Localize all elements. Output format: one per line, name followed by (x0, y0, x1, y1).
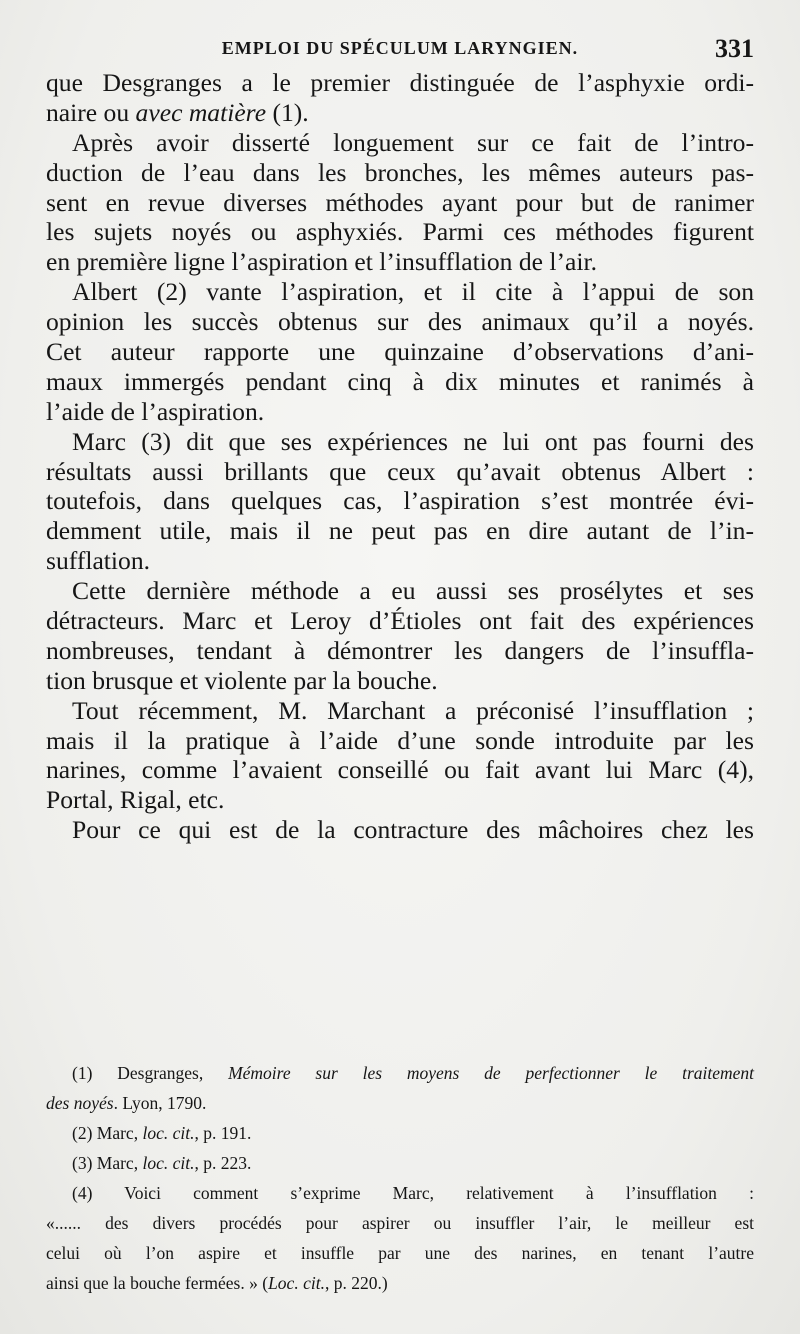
text-line: duction de l’eau dans les bronches, les mêmes auteurs pas- (46, 157, 754, 187)
italic-span: Loc. cit. (268, 1273, 325, 1293)
text-line: sent en revue diverses méthodes ayant pour but de ranimer (46, 187, 754, 217)
text-span: (1) Desgranges, (72, 1063, 229, 1083)
italic-span: avec matière (135, 97, 267, 127)
text-span: ainsi que la bouche fermées. » ( (46, 1273, 269, 1293)
text-line: sufflation. (46, 546, 151, 576)
italic-span: loc. cit. (142, 1123, 195, 1143)
text-line: Tout récemment, M. Marchant a préconisé l’insufflation ; (72, 695, 754, 725)
text-line: narines, comme l’avaient conseillé ou fait avant lui Marc (4), (46, 755, 754, 785)
text-span: (3) Marc, (72, 1153, 143, 1173)
footnote-line: celui où l’on aspire et insuffle par une des narines, en tenant l’autre (46, 1243, 754, 1263)
text-line: Pour ce qui est de la contracture des mâchoires chez les (72, 815, 754, 845)
running-title: EMPLOI DU SPÉCULUM LARYNGIEN. (221, 38, 579, 58)
text-line: détracteurs. Marc et Leroy d’Étioles ont fait des expériences (46, 606, 754, 636)
text-line: Albert (2) vante l’aspiration, et il cite à l’appui de son (72, 277, 754, 307)
footnote-line: (4) Voici comment s’exprime Marc, relativement à l’insufflation : (72, 1183, 754, 1203)
text-line: Cet auteur rapporte une quinzaine d’observations d’ani- (46, 337, 754, 367)
text-line: mais il la pratique à l’aide d’une sonde introduite par les (46, 725, 754, 755)
text-line (46, 98, 754, 128)
text-span: , p. 223. (194, 1153, 252, 1173)
text-line: Après avoir disserté longuement sur ce fait de l’intro- (72, 127, 754, 157)
text-line: résultats aussi brillants que ceux qu’avait obtenus Albert : (46, 456, 754, 486)
footnote-line (46, 1058, 754, 1088)
footnote-line (46, 1088, 754, 1118)
text-line: demment utile, mais il ne peut pas en dire autant de l’in- (46, 516, 754, 546)
text-line: nombreuses, tendant à démontrer les dangers de l’insuffla- (46, 635, 754, 665)
footnote-line: «...... des divers procédés pour aspirer ou insuffler l’air, le meilleur est (46, 1213, 754, 1233)
text-line: Marc (3) dit que ses expériences ne lui ont pas fourni des (72, 426, 754, 456)
text-line: que Desgranges a le premier distinguée de l’asphyxie ordi- (46, 68, 754, 97)
text-line: en première ligne l’aspiration et l’insufflation de l’air. (46, 247, 598, 277)
text-line: Cette dernière méthode a eu aussi ses prosélytes et ses (72, 576, 754, 606)
footnote-line (46, 1148, 754, 1178)
text-line: Portal, Rigal, etc. (46, 785, 225, 815)
text-line: maux immergés pendant cinq à dix minutes et ranimés à (46, 366, 754, 396)
text-span: . Lyon, 1790. (113, 1093, 207, 1113)
text-line: l’aide de l’aspiration. (46, 396, 265, 426)
body-text (46, 68, 754, 845)
text-line: les sujets noyés ou asphyxiés. Parmi ces méthodes figurent (46, 217, 754, 247)
italic-span: loc. cit. (142, 1153, 195, 1173)
text-span: , p. 220.) (324, 1273, 388, 1293)
italic-span: des noyés (46, 1093, 114, 1113)
page-number: 331 (715, 34, 754, 63)
footnote-line (46, 1118, 754, 1148)
italic-span: Mémoire sur les moyens de perfectionner le traitement (228, 1063, 755, 1083)
text-span: (2) Marc, (72, 1123, 143, 1143)
text-span: (1). (266, 97, 309, 127)
text-line: tion brusque et violente par la bouche. (46, 665, 438, 695)
footnote-line (46, 1268, 754, 1298)
footnotes (46, 1058, 754, 1298)
text-span: naire ou (46, 97, 136, 127)
text-line: opinion les succès obtenus sur des animaux qu’il a noyés. (46, 307, 754, 337)
text-line: toutefois, dans quelques cas, l’aspiration s’est montrée évi- (46, 486, 754, 516)
text-span: , p. 191. (194, 1123, 252, 1143)
running-head (46, 34, 754, 66)
